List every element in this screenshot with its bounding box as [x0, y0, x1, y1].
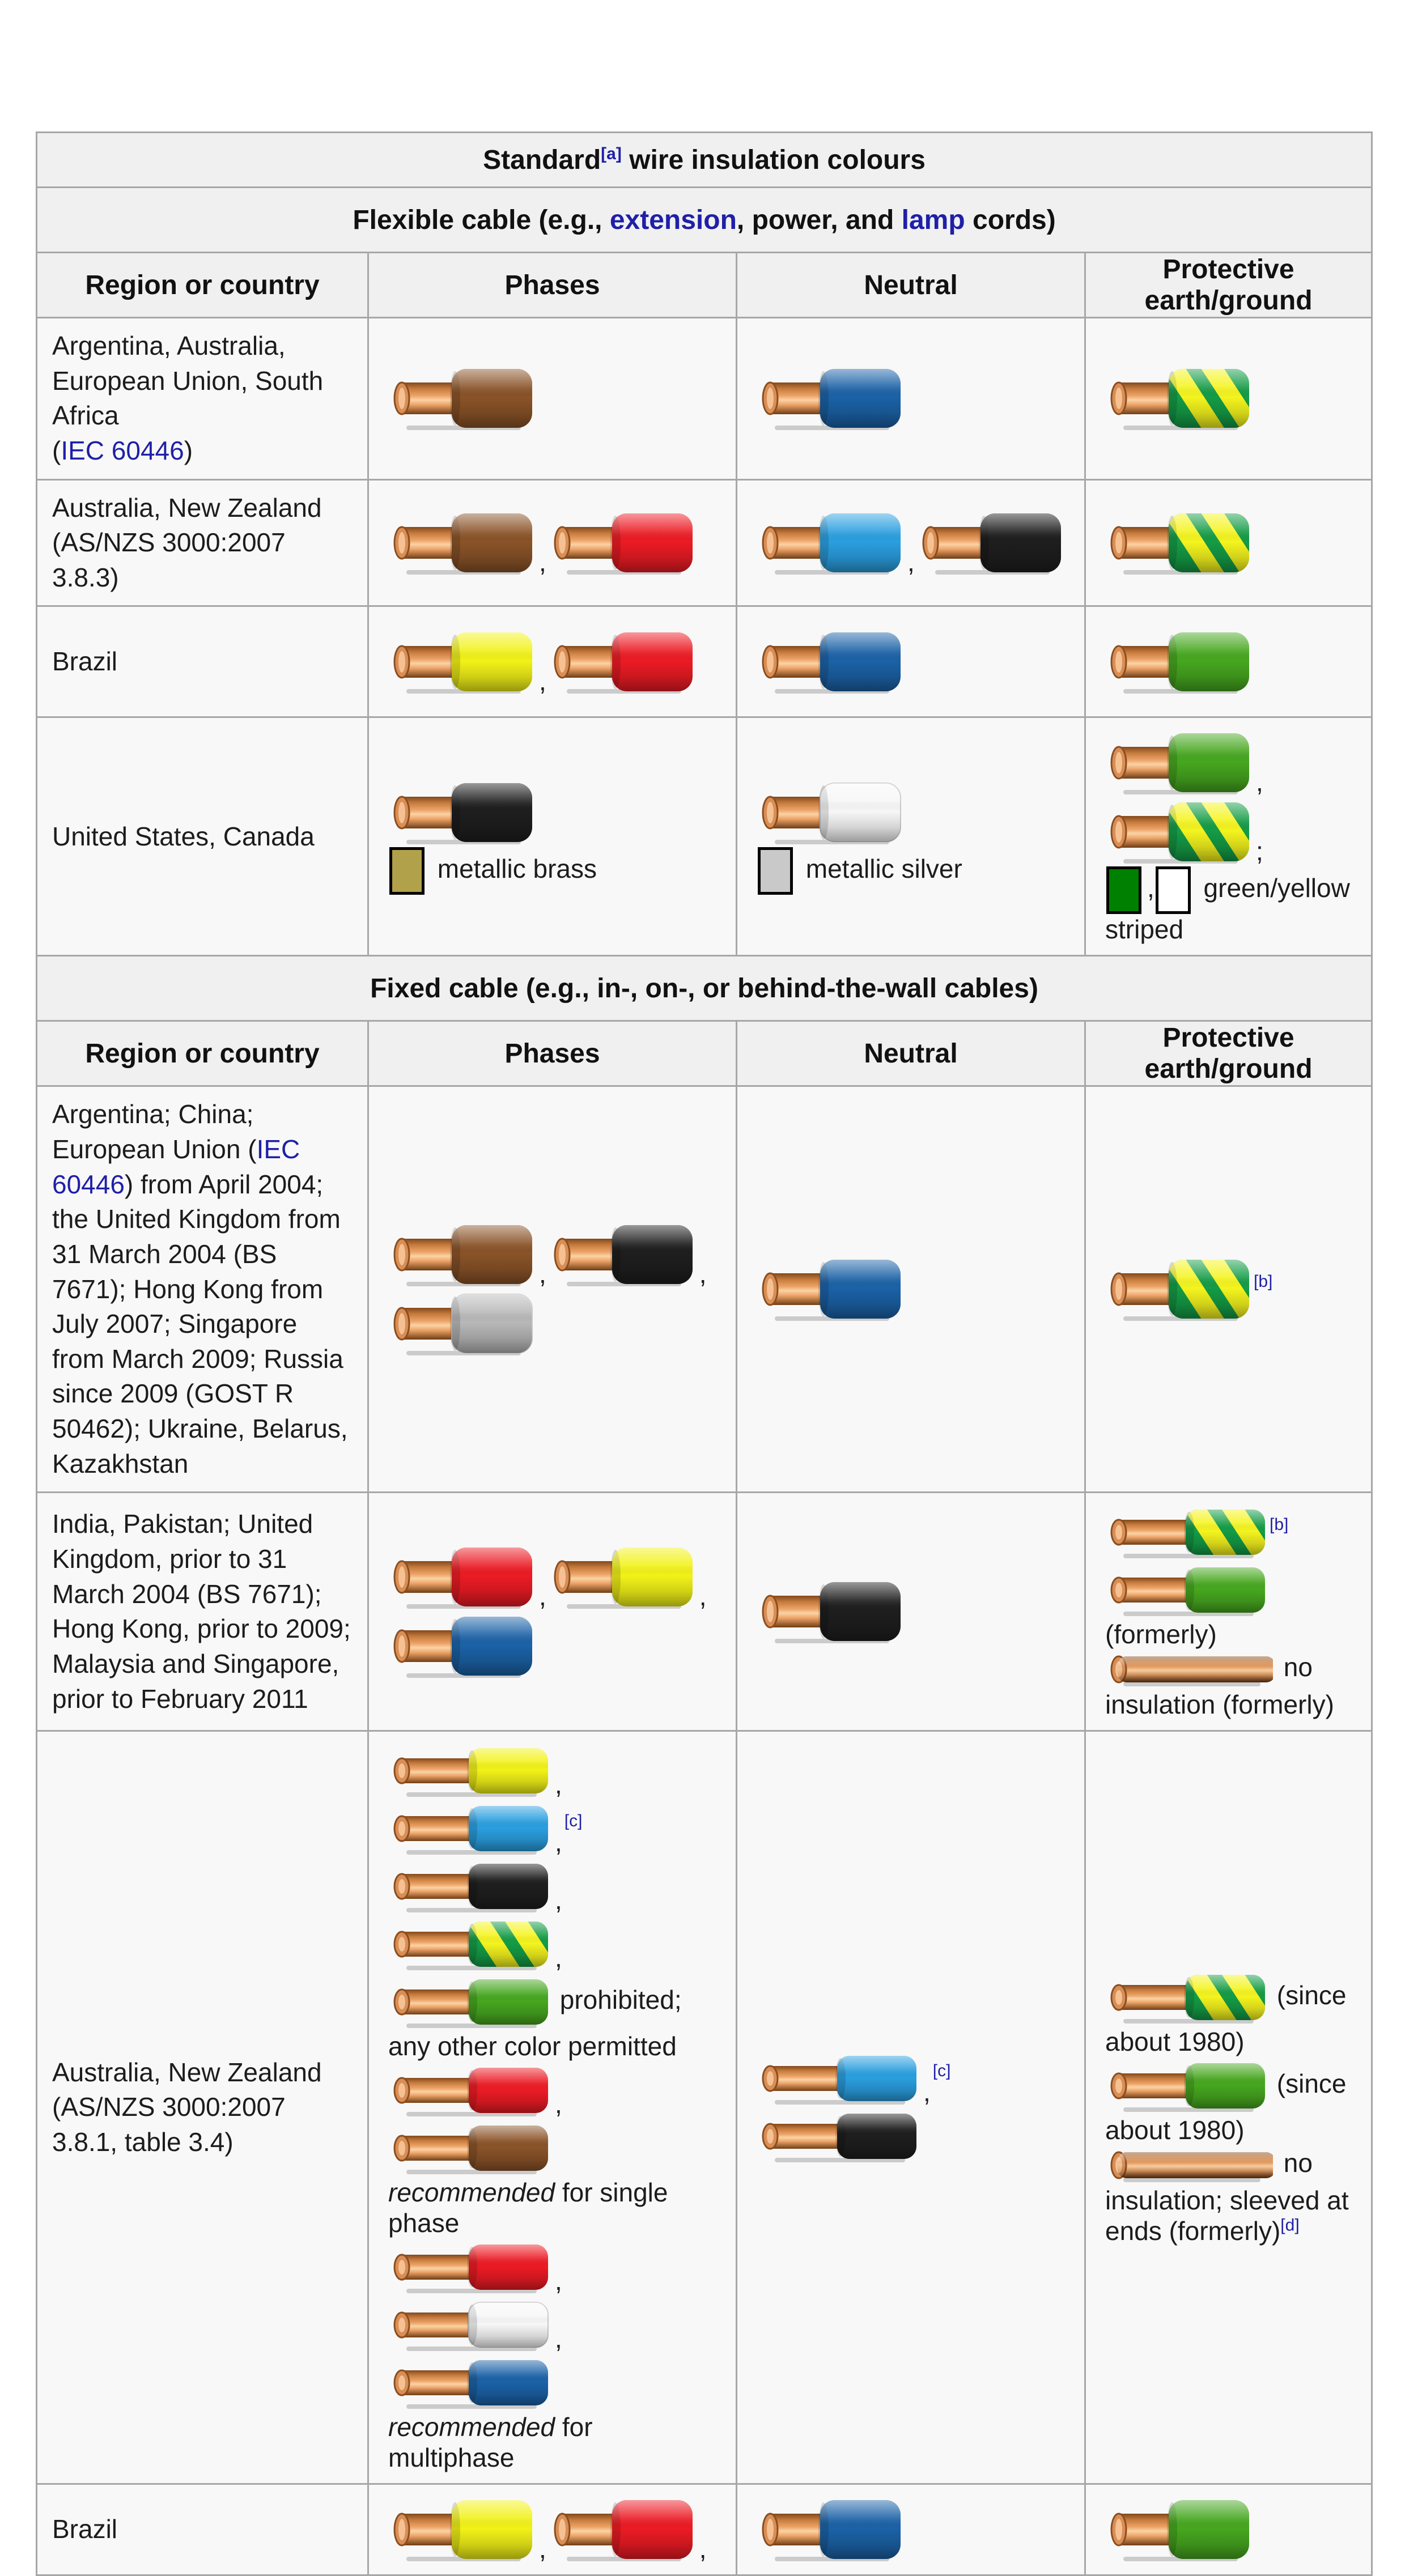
- separator: ,: [555, 1770, 562, 1800]
- separator: ,: [539, 2534, 546, 2564]
- text: Argentina; China; European Union (: [52, 1099, 257, 1164]
- wire-blue[interactable]: [392, 1614, 533, 1678]
- wire-red-l[interactable]: [392, 2241, 549, 2294]
- earth-cell: [1085, 318, 1372, 480]
- swatch-brass[interactable]: [389, 847, 425, 895]
- wire-blue[interactable]: [760, 1257, 902, 1321]
- neutral-cell: [737, 479, 1085, 606]
- italic-text: recommended: [388, 2412, 555, 2442]
- wire-blue[interactable]: [760, 630, 902, 694]
- wire-lightblue[interactable]: [760, 511, 902, 575]
- separator: ,: [539, 1259, 546, 1289]
- table-row: [37, 1731, 1372, 2484]
- inline-link[interactable]: lamp: [901, 205, 965, 235]
- text: Argentina, Australia, European Union, South Africa: [52, 331, 324, 431]
- column-header-earth: Protective earth/ground: [1085, 1021, 1372, 1086]
- text: metallic silver: [799, 854, 962, 884]
- wire-black[interactable]: [552, 1222, 694, 1287]
- text: for single phase: [388, 2178, 668, 2238]
- wire-greenyellow[interactable]: [1109, 1257, 1250, 1321]
- separator: ,: [539, 1582, 546, 1612]
- wire-white[interactable]: [760, 780, 902, 845]
- text: (: [52, 435, 61, 465]
- wire-yellow[interactable]: [392, 2497, 533, 2562]
- separator: ,: [699, 1259, 707, 1289]
- inline-link[interactable]: extension: [609, 205, 737, 235]
- text: Australia, New Zealand: [52, 2057, 322, 2087]
- separator: ,: [923, 2077, 931, 2107]
- separator: ,: [699, 2534, 707, 2564]
- earth-cell: [1085, 606, 1372, 717]
- neutral-cell: [737, 1086, 1085, 1493]
- wire-bare-b[interactable]: [1109, 1652, 1273, 1687]
- region-cell: [37, 717, 368, 956]
- swatch-green[interactable]: [1106, 866, 1141, 914]
- footnote-ref[interactable]: [d]: [1280, 2216, 1300, 2235]
- wire-lightblue-l[interactable]: [760, 2052, 918, 2105]
- wire-green[interactable]: [1109, 2497, 1250, 2562]
- earth-cell: [1085, 1086, 1372, 1493]
- table-body: [37, 133, 1372, 2575]
- section-header: [37, 956, 1372, 1021]
- text: cords): [965, 205, 1056, 235]
- wire-green-l[interactable]: [1109, 2059, 1266, 2112]
- wire-green-l[interactable]: [1109, 1563, 1266, 1617]
- text: (formerly): [1105, 1619, 1217, 1650]
- wire-red[interactable]: [392, 1545, 533, 1609]
- swatch-silver[interactable]: [758, 847, 793, 895]
- neutral-cell: [737, 606, 1085, 717]
- column-header-neutral: Neutral: [737, 253, 1085, 318]
- inline-link[interactable]: IEC 60446: [52, 1134, 300, 1199]
- wire-red[interactable]: [552, 511, 694, 575]
- footnote-ref[interactable]: [a]: [601, 144, 622, 163]
- phases-cell: [368, 717, 737, 956]
- text: no insulation (formerly): [1105, 1652, 1334, 1720]
- phases-cell: [368, 1731, 737, 2484]
- text: for multiphase: [388, 2412, 593, 2473]
- wire-greenyellow-l[interactable]: [1109, 1971, 1266, 2024]
- region-cell: [37, 2484, 368, 2575]
- wire-red-l[interactable]: [392, 2064, 549, 2117]
- earth-cell: [1085, 1731, 1372, 2484]
- wire-red[interactable]: [552, 630, 694, 694]
- italic-text: recommended: [388, 2178, 555, 2208]
- wire-black-l[interactable]: [760, 2110, 918, 2163]
- section-header-row: [37, 188, 1372, 253]
- neutral-cell: [737, 1493, 1085, 1731]
- section-header: [37, 188, 1372, 253]
- text: United States, Canada: [52, 821, 315, 851]
- table-caption-row: [37, 133, 1372, 188]
- table-row: [37, 479, 1372, 606]
- separator: ;: [1256, 836, 1263, 866]
- wire-greenyellow-l[interactable]: [392, 1918, 549, 1971]
- text: green/yellow striped: [1105, 873, 1350, 945]
- wire-bare-b[interactable]: [1109, 2148, 1273, 2183]
- neutral-cell: [737, 1731, 1085, 2484]
- wire-blue[interactable]: [760, 366, 902, 431]
- text: Brazil: [52, 647, 118, 677]
- table-caption: [37, 133, 1372, 188]
- separator: ,: [555, 1885, 562, 1915]
- wire-blue[interactable]: [760, 2497, 902, 2562]
- text: (since about 1980): [1105, 2069, 1347, 2145]
- separator: ,: [555, 1943, 562, 1973]
- wire-greenyellow[interactable]: [1109, 511, 1250, 575]
- wire-green-l[interactable]: [392, 1975, 549, 2029]
- wire-insulation-colours-table: [36, 131, 1373, 2576]
- text: Australia, New Zealand: [52, 492, 322, 522]
- separator: ,: [699, 1582, 707, 1612]
- phases-cell: [368, 1086, 737, 1493]
- column-header-region: Region or country: [37, 1021, 368, 1086]
- wire-blue-l[interactable]: [392, 2356, 549, 2409]
- text: Standard: [483, 144, 601, 175]
- table-row: [37, 2484, 1372, 2575]
- wire-black[interactable]: [392, 780, 533, 845]
- separator: ,: [1256, 767, 1263, 797]
- text: , power, and: [736, 205, 902, 235]
- text: ): [184, 435, 193, 465]
- separator: ,: [539, 666, 546, 696]
- text: metallic brass: [430, 854, 597, 884]
- wire-yellow[interactable]: [552, 1545, 694, 1609]
- wire-greenyellow[interactable]: [1109, 366, 1250, 431]
- footnote-ref[interactable]: [b]: [1254, 1272, 1273, 1291]
- phases-cell: [368, 606, 737, 717]
- earth-cell: [1085, 1493, 1372, 1731]
- swatch-white[interactable]: [1156, 866, 1191, 914]
- text: (AS/NZS 3000:2007 3.8.3): [52, 528, 286, 592]
- wire-brown[interactable]: [392, 511, 533, 575]
- wire-white-l[interactable]: [392, 2298, 549, 2352]
- text: (since about 1980): [1105, 1980, 1347, 2057]
- wire-yellow-l[interactable]: [392, 1744, 549, 1797]
- column-header-neutral: Neutral: [737, 1021, 1085, 1086]
- neutral-cell: [737, 717, 1085, 956]
- wire-black[interactable]: [760, 1579, 902, 1644]
- section-header-row: [37, 956, 1372, 1021]
- footnote-ref[interactable]: [c]: [932, 2061, 951, 2081]
- inline-link[interactable]: IEC 60446: [61, 435, 184, 465]
- text: (AS/NZS 3000:2007 3.8.1, table 3.4): [52, 2092, 286, 2157]
- wire-greenyellow-l[interactable]: [1109, 1506, 1266, 1559]
- column-header-earth: Protective earth/ground: [1085, 253, 1372, 318]
- wire-brown-l[interactable]: [392, 2122, 549, 2175]
- phases-cell: [368, 318, 737, 480]
- wire-red[interactable]: [552, 2497, 694, 2562]
- column-header-phases: Phases: [368, 253, 737, 318]
- separator: ,: [555, 1827, 562, 1857]
- column-header-phases: Phases: [368, 1021, 737, 1086]
- wire-green[interactable]: [1109, 630, 1250, 694]
- region-cell: [37, 606, 368, 717]
- region-cell: [37, 1493, 368, 1731]
- wire-yellow[interactable]: [392, 630, 533, 694]
- region-cell: [37, 1086, 368, 1493]
- phases-cell: [368, 1493, 737, 1731]
- table-row: [37, 1086, 1372, 1493]
- column-header-row: [37, 1021, 1372, 1086]
- wire-green[interactable]: [1109, 730, 1250, 795]
- earth-cell: [1085, 479, 1372, 606]
- text: wire insulation colours: [621, 144, 926, 175]
- table-row: [37, 318, 1372, 480]
- phases-cell: [368, 479, 737, 606]
- text: Brazil: [52, 2514, 118, 2544]
- separator: ,: [539, 547, 546, 577]
- text: ) from April 2004; the United Kingdom from 31 March 2004 (BS 7671); Hong Kong from July 2007; Singapore from March 2009; Russia since 2009 (GOST R 50462); Ukraine, Belarus, Kazakhstan: [52, 1169, 348, 1478]
- column-header-region: Region or country: [37, 253, 368, 318]
- neutral-cell: [737, 2484, 1085, 2575]
- separator: ,: [907, 547, 915, 577]
- separator: ,: [555, 2089, 562, 2119]
- wire-lightblue-l[interactable]: [392, 1802, 549, 1855]
- wire-brown[interactable]: [392, 366, 533, 431]
- region-cell: [37, 318, 368, 480]
- separator: ,: [555, 2324, 562, 2354]
- column-header-row: [37, 253, 1372, 318]
- wire-black[interactable]: [920, 511, 1062, 575]
- table-row: [37, 717, 1372, 956]
- text: India, Pakistan; United Kingdom, prior to 31 March 2004 (BS 7671); Hong Kong, prior to 2009; Malaysia and Singapore, prior to February 2011: [52, 1509, 351, 1714]
- footnote-ref[interactable]: [c]: [564, 1812, 583, 1831]
- neutral-cell: [737, 318, 1085, 480]
- wire-brown[interactable]: [392, 1222, 533, 1287]
- text: Flexible cable (e.g.,: [353, 205, 610, 235]
- separator: ,: [555, 2266, 562, 2296]
- earth-cell: [1085, 2484, 1372, 2575]
- text: Fixed cable (e.g., in-, on-, or behind-the-wall cables): [370, 973, 1038, 1004]
- earth-cell: [1085, 717, 1372, 956]
- text: prohibited; any other color permitted: [388, 1985, 682, 2061]
- phases-cell: [368, 2484, 737, 2575]
- region-cell: [37, 479, 368, 606]
- text: no insulation; sleeved at ends (formerly): [1105, 2148, 1349, 2246]
- wire-gray[interactable]: [392, 1291, 533, 1356]
- footnote-ref[interactable]: [b]: [1270, 1515, 1289, 1534]
- wire-greenyellow[interactable]: [1109, 800, 1250, 864]
- region-cell: [37, 1731, 368, 2484]
- table-row: [37, 606, 1372, 717]
- table-row: [37, 1493, 1372, 1731]
- text: ,: [1147, 873, 1154, 903]
- wire-black-l[interactable]: [392, 1860, 549, 1913]
